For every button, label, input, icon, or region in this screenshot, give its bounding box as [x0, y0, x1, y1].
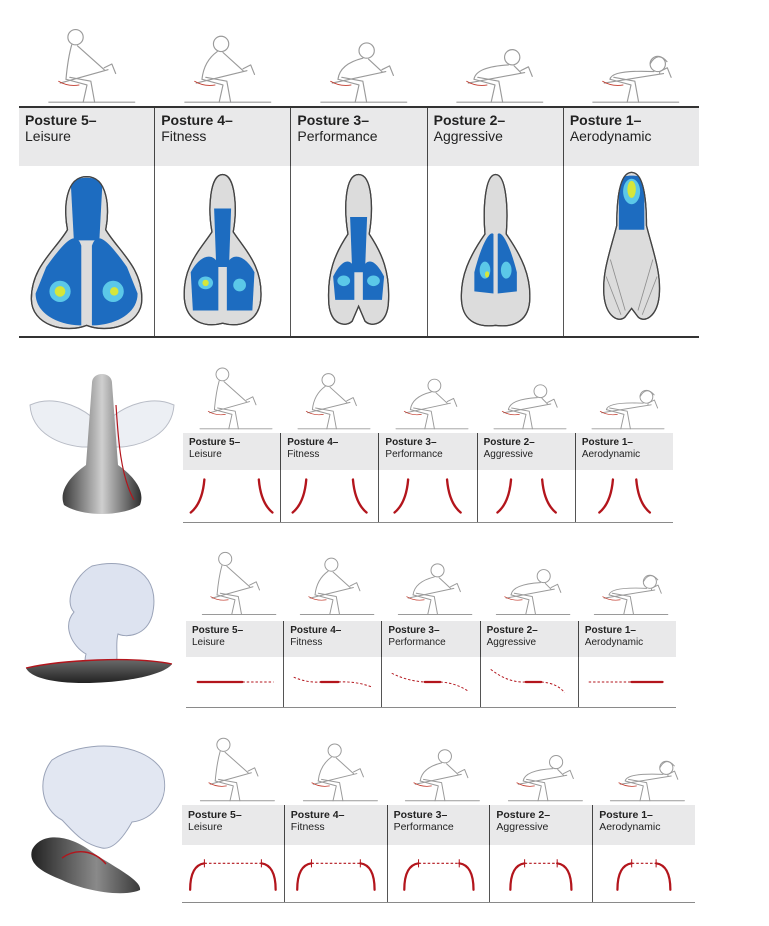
pelvis-curve-icon	[575, 470, 673, 522]
pelvis-rear-model-icon	[22, 365, 182, 520]
side-curve-row	[186, 657, 676, 707]
rider-icon	[284, 542, 382, 620]
rider-icon	[387, 730, 490, 804]
pelvis-curve-icon	[378, 470, 476, 522]
rider-row-4	[182, 730, 695, 804]
posture-subtitle: Aerodynamic	[581, 448, 641, 460]
posture-subtitle: Performance	[297, 128, 378, 145]
posture-label	[592, 805, 695, 845]
posture-subtitle: Aerodynamic	[569, 128, 652, 145]
pelvis-curve-icon	[592, 845, 695, 902]
posture-label-row-2	[183, 433, 673, 470]
posture-label	[283, 621, 381, 657]
rider-row-1	[19, 20, 699, 106]
posture-subtitle: Leisure	[188, 821, 223, 834]
divider	[19, 336, 699, 338]
rider-icon	[490, 730, 593, 804]
rider-icon	[183, 360, 281, 432]
posture-title: Posture 5–	[188, 809, 242, 821]
rider-icon	[427, 20, 563, 106]
posture-label	[280, 433, 378, 470]
pelvis-side-model-icon	[22, 556, 182, 706]
posture-label-row-4	[182, 805, 695, 845]
rider-icon	[575, 360, 673, 432]
saddle-pressure-map-icon	[290, 166, 426, 336]
rider-row-3	[186, 542, 676, 620]
rider-icon	[480, 542, 578, 620]
posture-title: Posture 3–	[297, 112, 369, 128]
rider-icon	[477, 360, 575, 432]
posture-label	[489, 805, 592, 845]
saddle-pressure-map-icon	[154, 166, 290, 336]
oblique-curve-row	[182, 845, 695, 902]
posture-title: Posture 2–	[496, 809, 551, 821]
pelvis-curve-icon	[387, 845, 490, 902]
posture-title: Posture 2–	[433, 112, 506, 128]
rider-icon	[592, 730, 695, 804]
rider-icon	[285, 730, 388, 804]
posture-subtitle: Leisure	[189, 448, 222, 460]
posture-subtitle: Leisure	[192, 636, 225, 648]
saddle-pressure-map-icon	[19, 166, 154, 336]
posture-title: Posture 1–	[599, 809, 653, 821]
posture-title: Posture 2–	[483, 437, 535, 448]
posture-subtitle: Fitness	[290, 821, 325, 834]
posture-label	[154, 108, 290, 166]
posture-label	[477, 433, 575, 470]
posture-subtitle: Fitness	[287, 448, 320, 460]
pelvis-curve-icon	[182, 845, 284, 902]
oblique-curve-section	[182, 730, 695, 905]
posture-title: Posture 5–	[189, 437, 241, 448]
pelvis-curve-icon	[578, 657, 676, 707]
rider-icon	[281, 360, 379, 432]
rear-curve-row	[183, 470, 673, 522]
posture-title: Posture 3–	[393, 809, 448, 821]
posture-subtitle: Aerodynamic	[584, 636, 644, 648]
pressure-map-section	[19, 20, 699, 338]
posture-label	[284, 805, 387, 845]
pelvis-curve-icon	[284, 845, 387, 902]
posture-title: Posture 1–	[569, 112, 642, 128]
posture-title: Posture 4–	[287, 437, 339, 448]
posture-label	[578, 621, 676, 657]
pelvis-curve-icon	[283, 657, 381, 707]
posture-subtitle: Aggressive	[483, 448, 534, 460]
pelvis-curve-icon	[489, 845, 592, 902]
posture-label	[290, 108, 426, 166]
rider-icon	[382, 542, 480, 620]
posture-subtitle: Leisure	[25, 128, 71, 145]
posture-subtitle: Aerodynamic	[599, 821, 661, 834]
posture-title: Posture 4–	[161, 112, 233, 128]
rider-icon	[186, 542, 284, 620]
rider-icon	[182, 730, 285, 804]
pressure-map-row	[19, 166, 699, 336]
pelvis-curve-icon	[477, 470, 575, 522]
rear-curve-section	[183, 360, 673, 525]
pelvis-curve-icon	[183, 470, 280, 522]
posture-subtitle: Fitness	[161, 128, 207, 145]
rider-icon	[155, 20, 291, 106]
posture-title: Posture 5–	[25, 112, 97, 128]
rider-icon	[379, 360, 477, 432]
posture-title: Posture 5–	[192, 625, 244, 636]
posture-subtitle: Performance	[388, 636, 446, 648]
pelvis-curve-icon	[280, 470, 378, 522]
posture-title: Posture 1–	[584, 625, 636, 636]
posture-subtitle: Performance	[393, 821, 454, 834]
posture-title: Posture 2–	[486, 625, 538, 636]
posture-label	[575, 433, 673, 470]
posture-label	[19, 108, 154, 166]
posture-label	[427, 108, 563, 166]
posture-title: Posture 4–	[290, 809, 345, 821]
pelvis-curve-icon	[186, 657, 283, 707]
posture-label	[387, 805, 490, 845]
posture-label	[381, 621, 479, 657]
rider-icon	[578, 542, 676, 620]
posture-label	[378, 433, 476, 470]
pelvis-curve-icon	[480, 657, 578, 707]
posture-subtitle: Aggressive	[496, 821, 549, 834]
posture-label	[186, 621, 283, 657]
posture-title: Posture 3–	[385, 437, 437, 448]
posture-subtitle: Aggressive	[486, 636, 537, 648]
rider-icon	[19, 20, 155, 106]
saddle-pressure-map-icon	[563, 166, 699, 336]
posture-title: Posture 1–	[581, 437, 633, 448]
posture-label-row-3	[186, 621, 676, 657]
divider	[186, 707, 676, 708]
posture-subtitle: Aggressive	[433, 128, 503, 145]
posture-title: Posture 4–	[290, 625, 342, 636]
divider	[183, 522, 673, 523]
divider	[182, 902, 695, 903]
saddle-pressure-map-icon	[427, 166, 563, 336]
posture-label	[182, 805, 284, 845]
posture-label	[480, 621, 578, 657]
posture-subtitle: Performance	[385, 448, 443, 460]
posture-label-row-1	[19, 108, 699, 166]
posture-subtitle: Fitness	[290, 636, 323, 648]
posture-title: Posture 3–	[388, 625, 440, 636]
side-curve-section	[186, 542, 676, 710]
rider-icon	[291, 20, 427, 106]
posture-label	[563, 108, 699, 166]
posture-label	[183, 433, 280, 470]
rider-row-2	[183, 360, 673, 432]
pelvis-curve-icon	[381, 657, 479, 707]
rider-icon	[563, 20, 699, 106]
pelvis-oblique-model-icon	[22, 740, 182, 900]
